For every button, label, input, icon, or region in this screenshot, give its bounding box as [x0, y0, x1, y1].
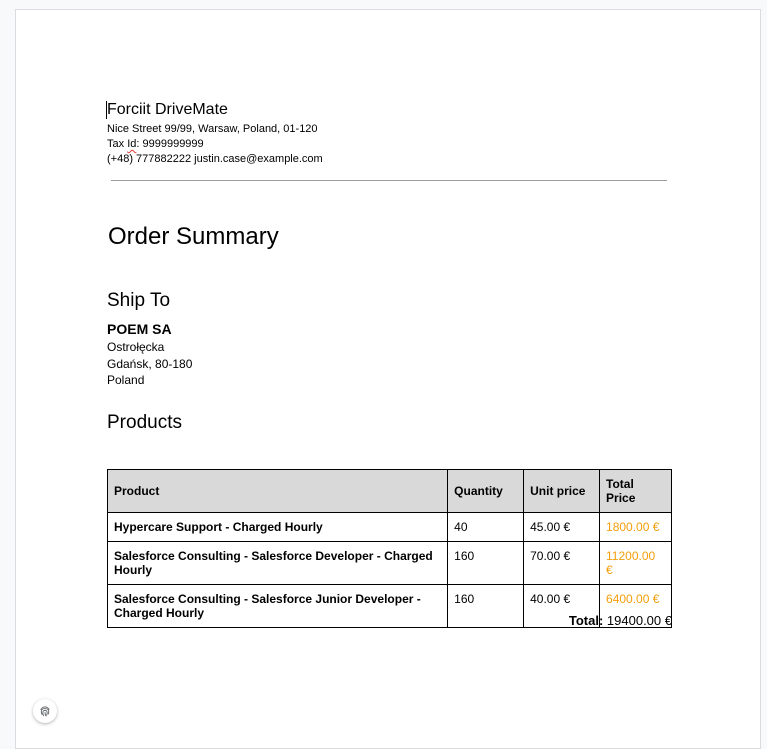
order-total: [107, 613, 672, 629]
cell-quantity: 160: [448, 585, 524, 628]
cell-quantity: 40: [448, 513, 524, 542]
cell-unit-price: 40.00 €: [524, 585, 600, 628]
tax-label: Tax: [107, 138, 125, 150]
ship-to-city: Gdańsk, 80-180: [107, 356, 193, 371]
column-header-product: Product: [108, 470, 448, 513]
document-page: [15, 9, 761, 749]
fingerprint-button[interactable]: [33, 699, 57, 723]
company-contact: (+48) 777882222 justin.case@example.com: [107, 153, 323, 165]
cell-product: Salesforce Consulting - Salesforce Junior Developer - Charged Hourly: [108, 585, 448, 628]
page-title: Order Summary: [108, 223, 279, 250]
column-header-quantity: Quantity: [448, 470, 524, 513]
company-name-text: Forciit DriveMate: [107, 101, 228, 118]
cell-unit-price: 70.00 €: [524, 542, 600, 585]
products-table: [107, 469, 672, 628]
tax-value: : 9999999999: [136, 138, 204, 150]
company-header: [107, 101, 667, 167]
tax-id-word: Id: [127, 138, 137, 150]
cell-total-price: 6400.00 €: [600, 585, 672, 628]
ship-to-name: POEM SA: [107, 321, 172, 337]
column-header-total-price: Total Price: [600, 470, 672, 513]
table-row: [108, 513, 672, 542]
cell-quantity: 160: [448, 542, 524, 585]
total-value: 19400.00 €: [606, 613, 672, 628]
ship-to-street: Ostrołęcka: [107, 340, 165, 354]
table-header-row: [108, 470, 672, 513]
company-address: Nice Street 99/99, Warsaw, Poland, 01-120: [107, 123, 318, 135]
ship-to-country: Poland: [107, 373, 145, 387]
ship-to-heading: Ship To: [107, 290, 171, 311]
cell-total-price: 1800.00 €: [600, 513, 672, 542]
cell-total-price: 11200.00 €: [600, 542, 672, 585]
horizontal-divider: [111, 180, 667, 181]
total-label: Total:: [568, 613, 604, 628]
cell-product: Hypercare Support - Charged Hourly: [108, 513, 448, 542]
text-cursor: [106, 101, 107, 119]
column-header-unit-price: Unit price: [524, 470, 600, 513]
company-name[interactable]: [107, 101, 667, 119]
cell-product: Salesforce Consulting - Salesforce Developer - Charged Hourly: [108, 542, 448, 585]
ship-to-address: [107, 320, 192, 389]
table-row: [108, 542, 672, 585]
cell-unit-price: 45.00 €: [524, 513, 600, 542]
company-tax-id: [107, 137, 667, 152]
fingerprint-icon: [38, 704, 52, 718]
products-heading: Products: [107, 412, 182, 433]
